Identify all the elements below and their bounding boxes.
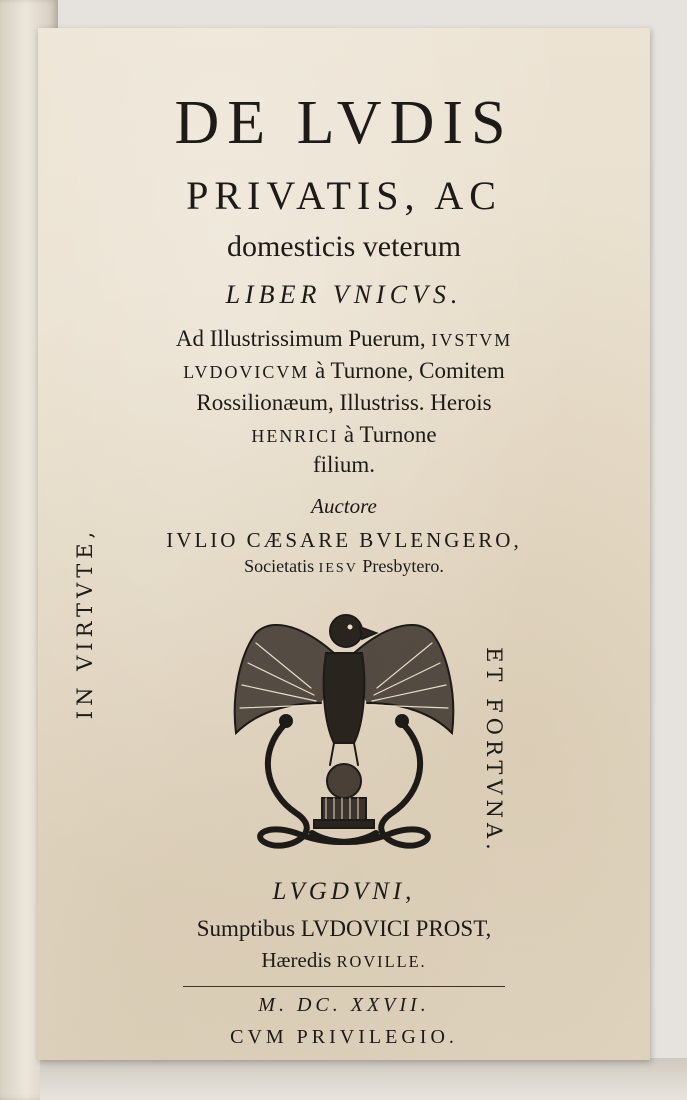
divider-rule bbox=[183, 986, 505, 987]
imprint-heirs bbox=[38, 948, 650, 973]
dedication-name: HENRICI bbox=[251, 426, 339, 446]
author-society bbox=[38, 556, 650, 577]
title-line-1: DE LVDIS bbox=[174, 89, 514, 157]
title-line-3: domesticis veterum bbox=[226, 230, 462, 263]
imprint-place: LVGDVNI, bbox=[272, 878, 416, 905]
title-line-2: PRIVATIS, AC bbox=[186, 173, 502, 218]
imprint-year: M. DC. XXVII. bbox=[258, 994, 430, 1016]
auctore-label: Auctore bbox=[311, 494, 377, 518]
society-name: IESV bbox=[318, 560, 358, 576]
heirs-name: ROVILLE. bbox=[336, 952, 427, 971]
dedication-line-3: Rossilionæum, Illustriss. Herois bbox=[196, 390, 492, 415]
dedication-line-4 bbox=[38, 422, 650, 448]
imprint-publisher bbox=[38, 916, 650, 942]
dedication-text: à Turnone bbox=[338, 422, 437, 447]
dedication-name: LVDOVICVM bbox=[183, 362, 310, 382]
heirs-text: Hæredis bbox=[261, 948, 337, 972]
dedication-name: IVSTVM bbox=[431, 330, 513, 350]
dedication-line-1 bbox=[38, 326, 650, 352]
table-surface bbox=[40, 1058, 687, 1100]
author-name: IVLIO CÆSARE BVLENGERO, bbox=[166, 528, 522, 552]
liber-line: LIBER VNICVS. bbox=[225, 280, 463, 309]
publisher-text: Sumptibus bbox=[196, 916, 301, 941]
motto-right: ET FORTVNA. bbox=[482, 647, 506, 855]
dedication-text: à Turnone, Comitem bbox=[309, 358, 505, 383]
society-text: Presbytero. bbox=[357, 556, 444, 576]
motto-left: IN VIRTVTE, bbox=[73, 526, 97, 720]
dedication-line-2 bbox=[38, 358, 650, 384]
dedication-line-5: filium. bbox=[313, 452, 375, 477]
dedication-text: Ad Illustrissimum Puerum, bbox=[175, 326, 432, 351]
title-page bbox=[38, 28, 650, 1060]
eagle-serpents-device-icon bbox=[226, 593, 462, 871]
publisher-name: LVDOVICI PROST, bbox=[300, 916, 492, 941]
society-text: Societatis bbox=[244, 556, 319, 576]
privilege-line: CVM PRIVILEGIO. bbox=[230, 1026, 458, 1048]
